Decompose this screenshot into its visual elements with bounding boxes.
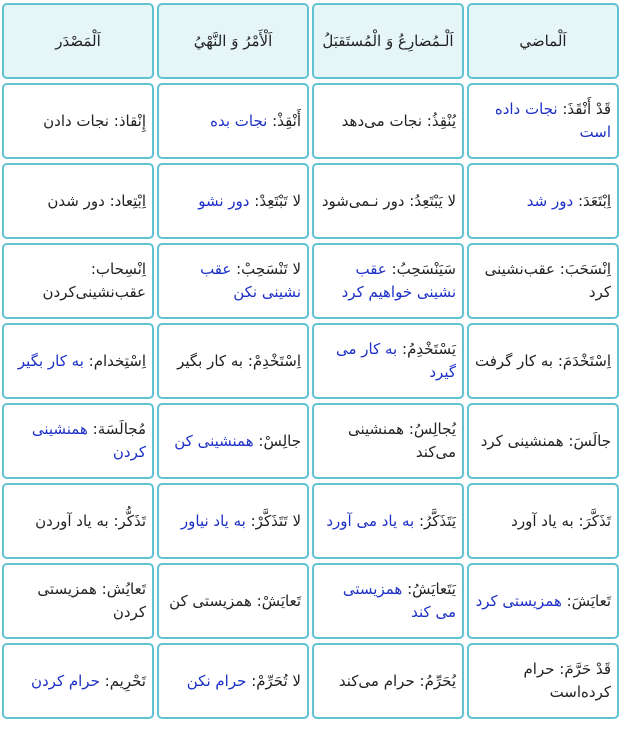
cell-present-future [312,403,464,479]
arabic-verb: قَدْ أَنْقَذَ: [562,100,611,118]
persian-meaning: حرام کرده‌است [523,660,611,701]
cell-text [320,258,456,304]
persian-meaning: به یاد آورد [511,511,574,530]
persian-meaning: به کار بگیر [17,351,84,370]
cell-imperative [157,243,309,319]
cell-text [10,578,146,624]
cell-past [467,323,619,399]
arabic-verb: لا تَنْسَحِبْ: [236,260,301,278]
cell-text [10,190,146,213]
persian-meaning: دور نـمی‌شود [321,191,405,210]
cell-text [10,670,146,693]
arabic-verb: مُجالَسَة: [92,420,146,438]
persian-meaning: به کار می گیرد [335,340,456,381]
cell-present-future [312,643,464,719]
arabic-verb: يُنْقِذُ: [426,111,456,130]
persian-meaning: همزیستی می کند [342,580,456,621]
cell-text [475,190,611,213]
persian-meaning: نجات بده [210,111,268,130]
persian-meaning: به یاد می آورد [326,511,415,530]
header-label: اَلْـمُضارِعُ وَ الْمُستَقبَلُ [322,31,454,50]
persian-meaning: عقب نشینی نکن [200,260,301,301]
persian-meaning: به یاد نیاور [180,511,246,530]
cell-verbal-noun [2,323,154,399]
persian-meaning: حرام کردن [30,671,100,690]
arabic-verb: إِنْقاذ: [113,111,146,130]
cell-text [165,110,301,133]
arabic-verb: جالَسَ: [568,431,611,450]
cell-text [475,590,611,613]
header-past [467,3,619,79]
persian-meaning: دور شدن [47,191,105,210]
cell-present-future [312,563,464,639]
cell-imperative [157,483,309,559]
arabic-verb: أَنْقِذْ: [272,111,301,130]
cell-imperative [157,563,309,639]
persian-meaning: به کار بگیر [177,351,244,370]
cell-text [475,258,611,304]
header-verbal-noun [2,3,154,79]
arabic-verb: تَعايَشَ: [566,591,611,610]
arabic-verb: يَسْتَخْدِمُ: [402,340,456,358]
cell-present-future [312,483,464,559]
arabic-verb: قَدْ حَرَّمَ: [559,660,611,678]
arabic-verb: اِسْتَخْدِمْ: [247,351,301,370]
cell-text [165,670,301,693]
cell-verbal-noun [2,483,154,559]
arabic-verb: لا يَبْتَعِدُ: [409,191,456,210]
cell-past [467,563,619,639]
cell-text [475,430,611,453]
cell-imperative [157,83,309,159]
persian-meaning: همزیستی کردن [37,580,146,621]
arabic-verb: يُجالِسُ: [408,420,456,438]
cell-text [475,350,611,373]
persian-meaning: به یاد آوردن [35,511,109,530]
cell-past [467,483,619,559]
persian-meaning: دور شد [526,191,574,210]
persian-meaning: به کار گرفت [475,351,554,370]
persian-meaning: نجات می‌دهد [341,111,422,130]
arabic-verb: اِبْتِعاد: [109,191,146,210]
cell-present-future [312,83,464,159]
cell-text [165,190,301,213]
cell-verbal-noun [2,243,154,319]
persian-meaning: همنشینی کرد [480,431,564,450]
persian-meaning: عقب‌نشینی‌کردن [42,283,146,301]
cell-text [10,258,146,304]
persian-meaning: نجات داده است [494,100,611,141]
persian-meaning: نجات دادن [43,111,109,130]
cell-imperative [157,643,309,719]
cell-verbal-noun [2,563,154,639]
cell-past [467,243,619,319]
cell-text [475,658,611,704]
arabic-verb: سَيَنْسَحِبُ: [391,260,456,278]
cell-text [165,510,301,533]
persian-meaning: حرام نکن [186,671,247,690]
arabic-verb: اِنْسَحَبَ: [559,260,611,278]
header-label: اَلْمَصْدَر [55,31,101,50]
arabic-verb: لا تَتَذَكَّرْ: [250,511,301,530]
cell-text [320,670,456,693]
arabic-verb: جالِسْ: [258,431,301,450]
cell-verbal-noun [2,643,154,719]
cell-text [320,338,456,384]
cell-past [467,643,619,719]
verb-conjugation-table [2,3,619,719]
arabic-verb: يُحَرِّمُ: [419,671,456,690]
cell-text [165,258,301,304]
cell-imperative [157,323,309,399]
persian-meaning: همزیستی کن [169,591,252,610]
cell-text [475,98,611,144]
arabic-verb: لا تُحَرِّمْ: [251,671,301,690]
cell-present-future [312,243,464,319]
cell-imperative [157,163,309,239]
cell-text [320,418,456,464]
cell-verbal-noun [2,163,154,239]
arabic-verb: تَحْرِيم: [104,671,146,690]
arabic-verb: اِنْسِحاب: [90,260,146,278]
cell-text [165,350,301,373]
persian-meaning: همزیستی کرد [475,591,562,610]
arabic-verb: يَتَذَكَّرُ: [418,511,456,530]
cell-present-future [312,323,464,399]
cell-text [165,590,301,613]
cell-verbal-noun [2,83,154,159]
arabic-verb: اِسْتِخدام: [88,351,146,370]
persian-meaning: همنشینی کن [174,431,254,450]
persian-meaning: عقب نشینی خواهیم کرد [341,260,456,301]
arabic-verb: لا تَبْتَعِدْ: [254,191,301,210]
arabic-verb: يَتَعايَشُ: [407,580,456,598]
header-label: اَلْماضي [519,31,567,50]
cell-verbal-noun [2,403,154,479]
cell-text [10,110,146,133]
cell-text [320,510,456,533]
cell-text [475,510,611,533]
cell-text [10,510,146,533]
persian-meaning: حرام می‌کند [338,671,415,690]
cell-text [165,430,301,453]
persian-meaning: همنشینی کردن [31,420,146,461]
cell-past [467,83,619,159]
header-present-future [312,3,464,79]
arabic-verb: تَذَكَّرَ: [578,511,611,530]
cell-present-future [312,163,464,239]
cell-text [10,350,146,373]
cell-past [467,163,619,239]
header-label: اَلْأَمْرُ وَ النَّهْيُ [193,31,273,50]
cell-imperative [157,403,309,479]
arabic-verb: تَذَكُّر: [113,511,146,530]
cell-text [320,578,456,624]
cell-text [10,418,146,464]
cell-text [320,190,456,213]
persian-meaning: همنشینی می‌کند [347,420,456,461]
persian-meaning: عقب‌نشینی کرد [484,260,611,301]
persian-meaning: دور نشو [198,191,250,210]
arabic-verb: اِبْتَعَدَ: [577,191,611,210]
cell-past [467,403,619,479]
cell-text [320,110,456,133]
arabic-verb: تَعايُش: [101,580,146,598]
arabic-verb: اِسْتَخْدَمَ: [557,351,611,370]
arabic-verb: تَعايَشْ: [256,591,301,610]
header-imperative-negative [157,3,309,79]
